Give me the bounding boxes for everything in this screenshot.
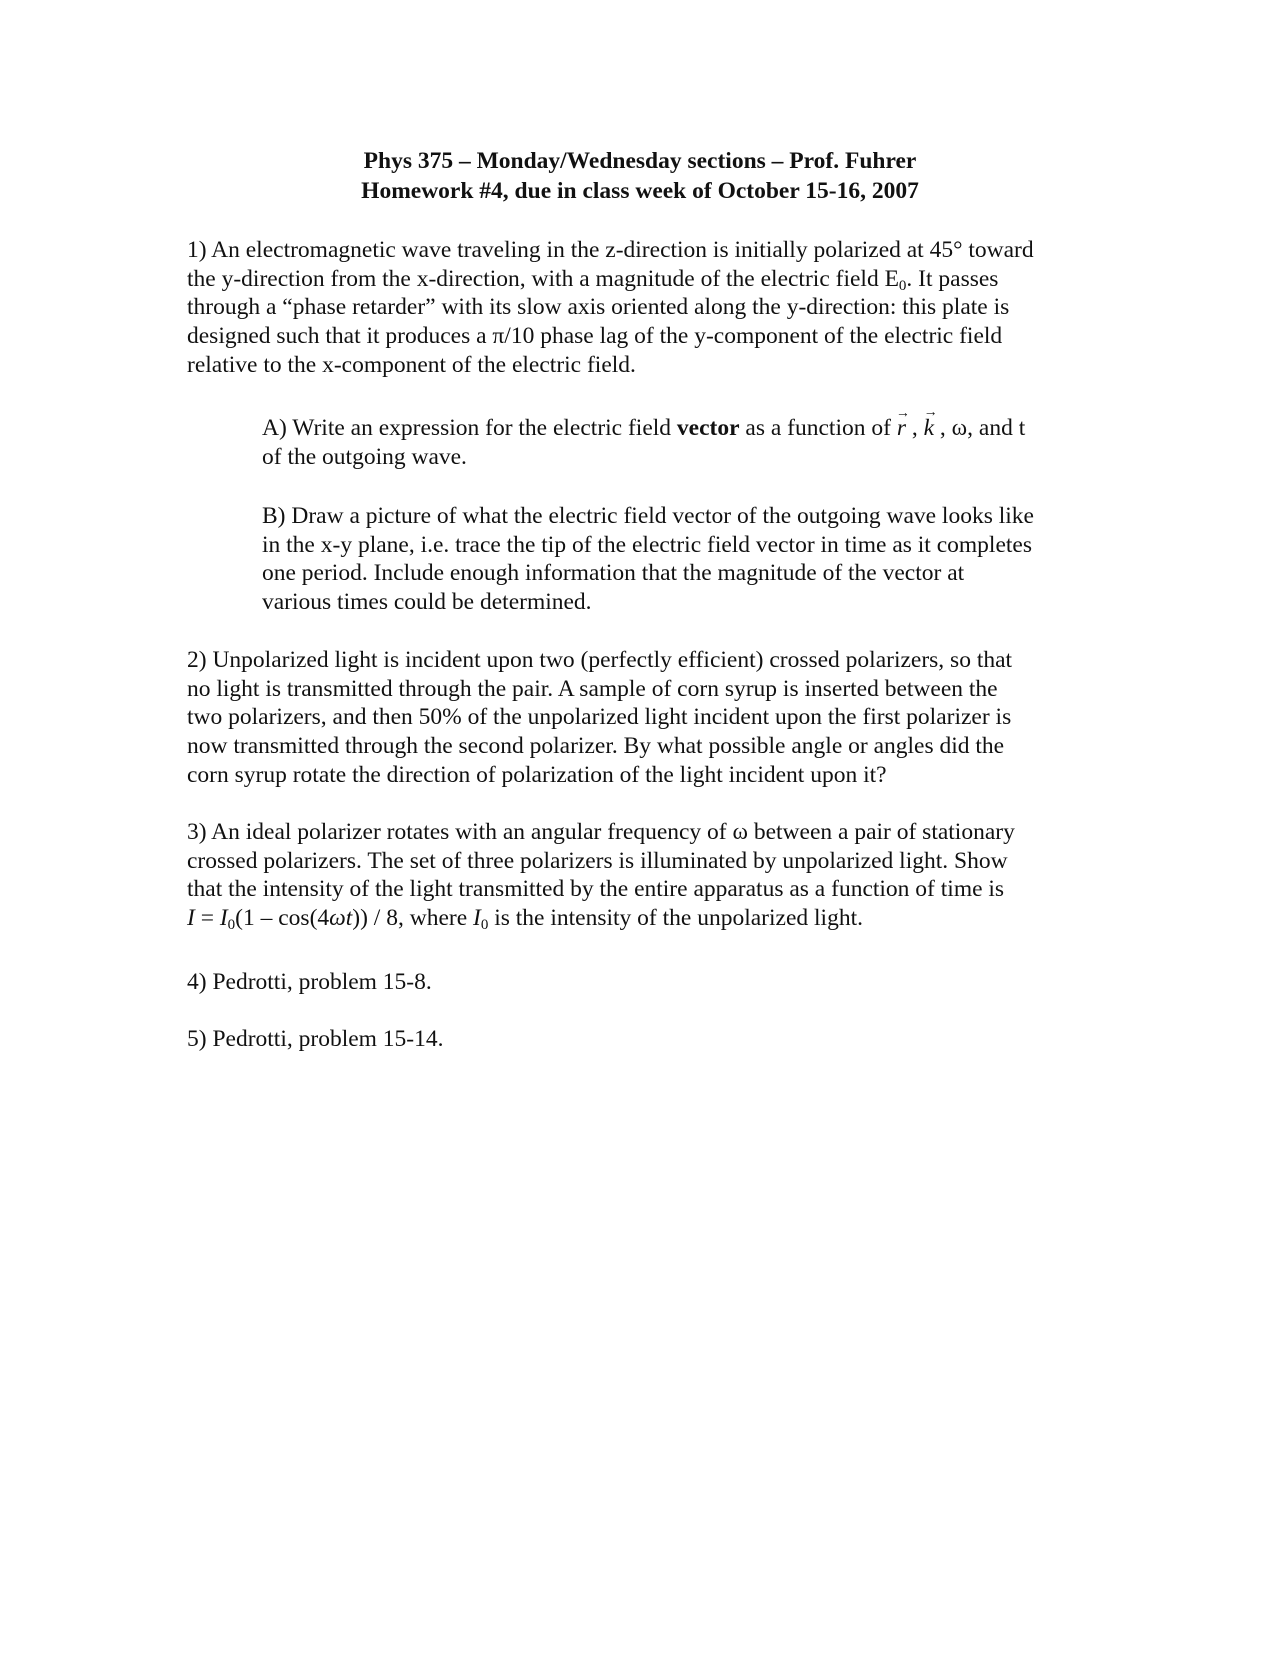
vector-r: → r	[897, 414, 906, 443]
problem-1-line-2-tail: . It passes	[906, 265, 999, 292]
problem-3-line: crossed polarizers. The set of three polarizers is illuminated by unpolarized light. Show	[187, 847, 1008, 874]
problem-2	[187, 646, 1087, 790]
header-line-1: Phys 375 – Monday/Wednesday sections – Prof. Fuhrer	[363, 148, 917, 174]
part-a-bold-vector: vector	[676, 415, 740, 441]
part-a-line-1: A) Write an expression for the electric field vector as a function of → r , → k , ω, and t	[262, 414, 1092, 443]
formula-part-b: )) / 8	[352, 905, 398, 932]
problem-3-formula-line	[187, 904, 1087, 933]
problem-2-line: corn syrup rotate the direction of polarization of the light incident upon it?	[187, 761, 887, 788]
problem-1-part-a	[262, 414, 1092, 471]
problem-3	[187, 818, 1087, 933]
problem-5-text: 5) Pedrotti, problem 15-14.	[187, 1026, 444, 1052]
problem-4-text: 4) Pedrotti, problem 15-8.	[187, 969, 432, 995]
problem-5	[187, 1025, 787, 1054]
part-a-mid: as a function of	[739, 415, 897, 441]
problem-1-line: relative to the x-component of the electric field.	[187, 351, 636, 378]
part-a-line-2: of the outgoing wave.	[262, 443, 467, 470]
formula-part-a: (1 – cos(4	[235, 905, 330, 932]
part-b-line: in the x-y plane, i.e. trace the tip of the electric field vector in time as it completes	[262, 531, 1032, 558]
part-b-line: various times could be determined.	[262, 589, 592, 616]
formula-omega-t: ωt	[329, 905, 353, 932]
header-line-2: Homework #4, due in class week of October 15-16, 2007	[361, 178, 919, 204]
problem-2-line: 2) Unpolarized light is incident upon two (perfectly efficient) crossed polarizers, so that	[187, 647, 1013, 673]
part-a-pre: A) Write an expression for the electric field	[262, 415, 677, 441]
formula-I0-subscript: 0	[227, 917, 236, 934]
problem-2-line: no light is transmitted through the pair. A sample of corn syrup is inserted between the	[187, 675, 998, 702]
problem-1-line	[187, 265, 1107, 294]
problem-2-line: now transmitted through the second polarizer. By what possible angle or angles did the	[187, 733, 1005, 760]
problem-3-line: that the intensity of the light transmitted by the entire apparatus as a function of time is	[187, 876, 1005, 903]
part-a-post: , ω, and t	[939, 415, 1026, 441]
problem-1	[187, 236, 1107, 380]
problem-1-line: designed such that it produces a π/10 phase lag of the y-component of the electric field	[187, 323, 1003, 350]
where-I: I	[473, 905, 481, 932]
problem-1-line-2-text: the y-direction from the x-direction, with a magnitude of the electric field E	[187, 265, 899, 292]
problem-2-line: two polarizers, and then 50% of the unpolarized light incident upon the first polarizer is	[187, 704, 1012, 731]
formula-I: I	[187, 905, 195, 932]
part-b-line: B) Draw a picture of what the electric field vector of the outgoing wave looks like	[262, 503, 1034, 529]
problem-1-line: through a “phase retarder” with its slow axis oriented along the y-direction: this plate is	[187, 294, 1010, 321]
formula-where: , where	[397, 905, 474, 932]
where-tail: is the intensity of the unpolarized light.	[488, 905, 863, 932]
part-b-line: one period. Include enough information that the magnitude of the vector at	[262, 560, 965, 587]
problem-1-line: 1) An electromagnetic wave traveling in the z-direction is initially polarized at 45° toward	[187, 237, 1034, 263]
vector-k: → k	[924, 414, 934, 443]
formula-I0: I	[219, 905, 228, 932]
formula-equals: =	[194, 905, 220, 932]
problem-1-part-b	[262, 502, 1092, 617]
e0-subscript: 0	[898, 277, 907, 294]
where-I-subscript: 0	[480, 917, 489, 934]
problem-4	[187, 968, 787, 997]
problem-3-line: 3) An ideal polarizer rotates with an angular frequency of ω between a pair of stationary	[187, 819, 1015, 845]
